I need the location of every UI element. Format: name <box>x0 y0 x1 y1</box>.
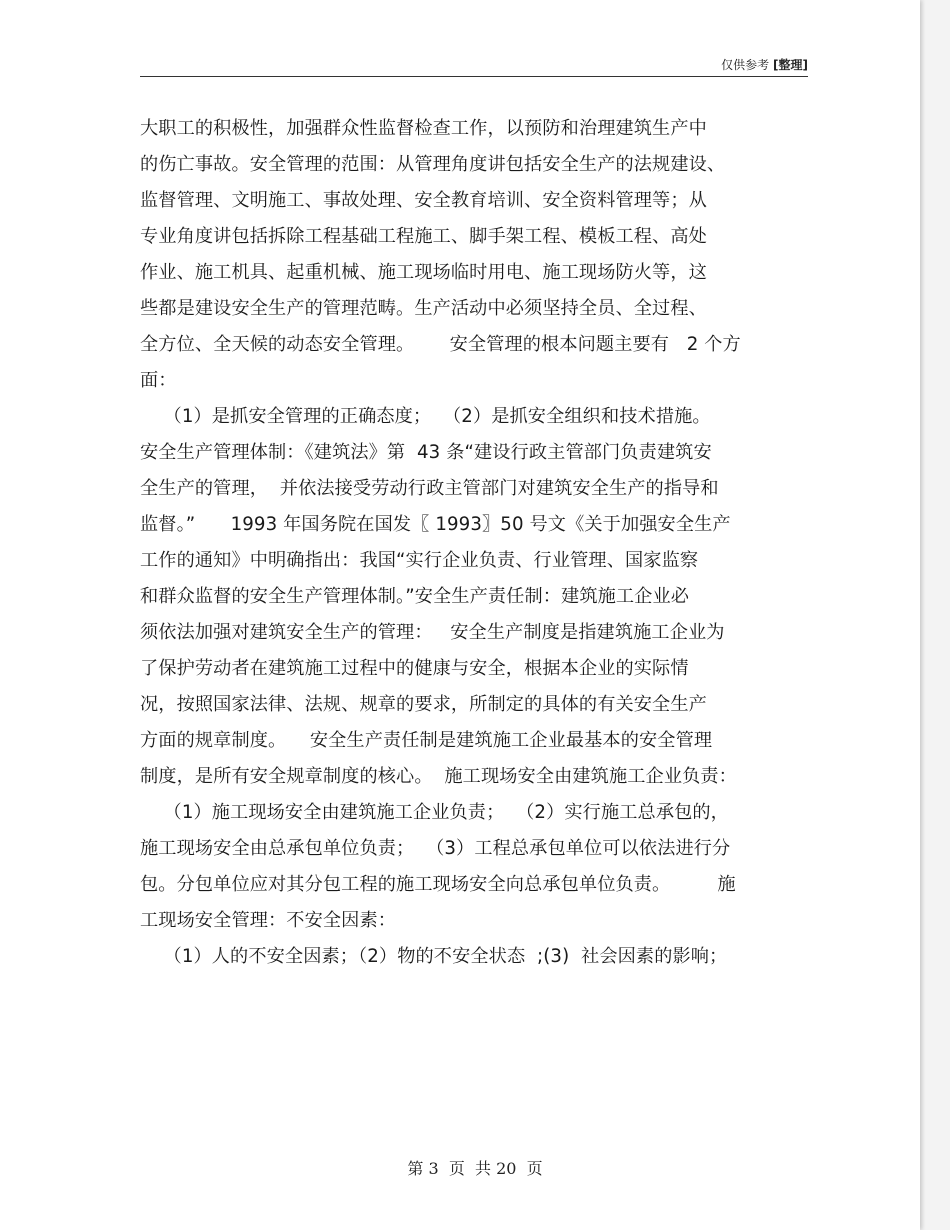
page-header <box>721 56 808 73</box>
text-line: （1）人的不安全因素；（2）物的不安全状态 ;(3) 社会因素的影响； <box>140 946 728 967</box>
text-line: 的伤亡事故。安全管理的范围：从管理角度讲包括安全生产的法规建设、 <box>140 154 726 175</box>
text-line: 监督。” 1993 年国务院在国发〖 1993〗50 号文《关于加强安全生产 <box>140 514 731 535</box>
header-label: 仅供参考 <box>721 58 770 72</box>
text-line: 监督管理、文明施工、事故处理、安全教育培训、安全资料管理等；从 <box>140 190 707 211</box>
text-line: 全生产的管理， 并依法接受劳动行政主管部门对建筑安全生产的指导和 <box>140 478 719 499</box>
text-line: 安全生产管理体制：《建筑法》第 43 条“建设行政主管部门负责建筑安 <box>140 442 712 463</box>
text-line: 面： <box>140 370 177 391</box>
text-line: 大职工的积极性，加强群众性监督检查工作，以预防和治理建筑生产中 <box>140 118 707 139</box>
text-line: 工现场安全管理：不安全因素： <box>140 910 397 931</box>
text-line: 工作的通知》中明确指出：我国“实行企业负责、行业管理、国家监察 <box>140 550 699 571</box>
text-line: 制度，是所有安全规章制度的核心。 施工现场安全由建筑施工企业负责： <box>140 766 737 787</box>
body-text <box>140 111 820 975</box>
header-rule <box>140 76 808 77</box>
text-line: 包。分包单位应对其分包工程的施工现场安全向总承包单位负责。 施 <box>140 874 736 895</box>
header-tag: [整理] <box>773 58 808 72</box>
page-footer: 第 3 页 共 20 页 <box>407 1159 543 1178</box>
text-line: 作业、施工机具、起重机械、施工现场临时用电、施工现场防火等，这 <box>140 262 707 283</box>
text-line: 了保护劳动者在建筑施工过程中的健康与安全，根据本企业的实际情 <box>140 658 689 679</box>
text-line: 况，按照国家法律、法规、规章的要求，所制定的具体的有关安全生产 <box>140 694 707 715</box>
text-line: 须依法加强对建筑安全生产的管理： 安全生产制度是指建筑施工企业为 <box>140 622 725 643</box>
text-line: 施工现场安全由总承包单位负责； （3）工程总承包单位可以依法进行分 <box>140 838 731 859</box>
text-line: （1）是抓安全管理的正确态度； （2）是抓安全组织和技术措施。 <box>140 406 711 427</box>
text-line: 专业角度讲包括拆除工程基础工程施工、脚手架工程、模板工程、高处 <box>140 226 707 247</box>
text-line: （1）施工现场安全由建筑施工企业负责； （2）实行施工总承包的， <box>140 802 729 823</box>
text-line: 和群众监督的安全生产管理体制。”安全生产责任制：建筑施工企业必 <box>140 586 690 607</box>
text-line: 全方位、全天候的动态安全管理。 安全管理的根本问题主要有 2 个方 <box>140 334 741 355</box>
text-line: 些都是建设安全生产的管理范畴。生产活动中必须坚持全员、全过程、 <box>140 298 707 319</box>
text-line: 方面的规章制度。 安全生产责任制是建筑施工企业最基本的安全管理 <box>140 730 713 751</box>
